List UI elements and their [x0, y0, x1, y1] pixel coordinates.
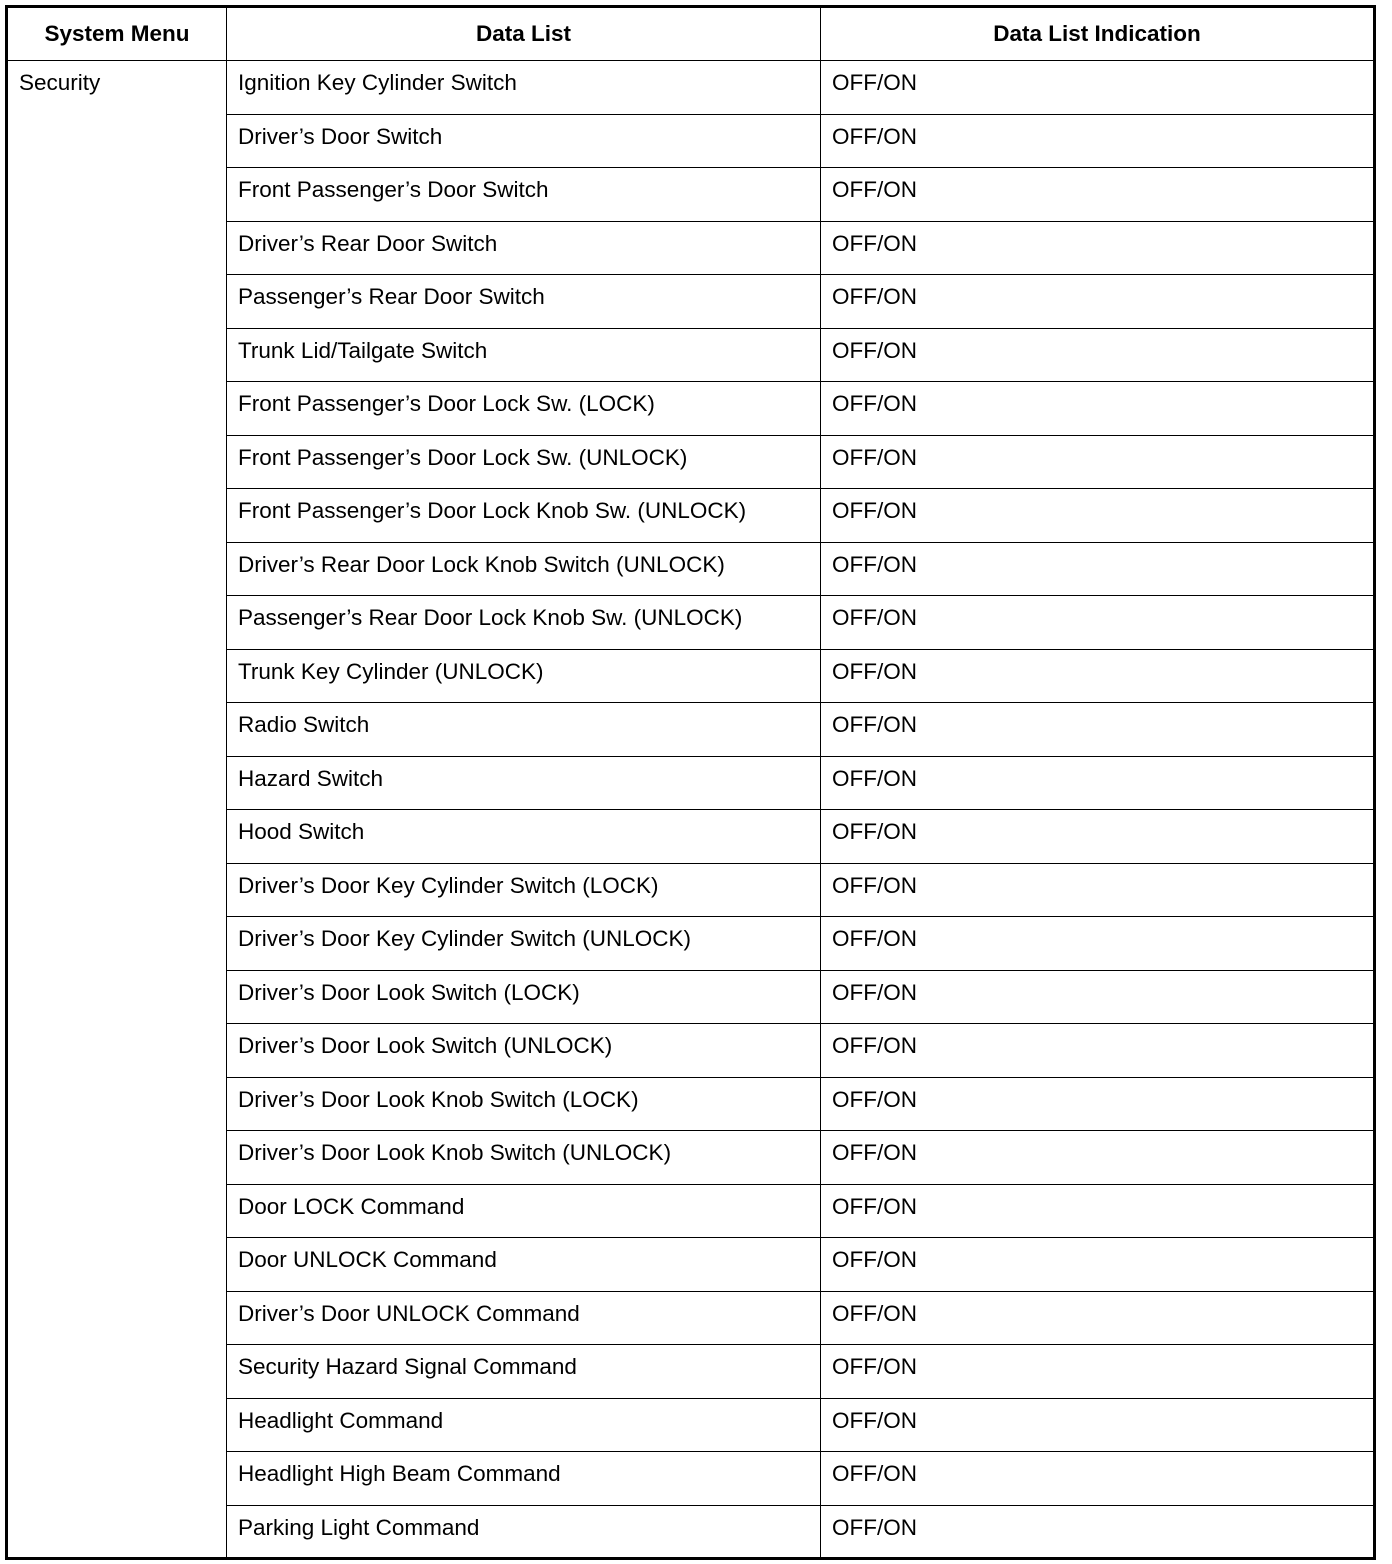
data-list-item: Front Passenger’s Door Lock Sw. (UNLOCK)	[227, 435, 821, 489]
data-list-indication: OFF/ON	[821, 275, 1375, 329]
table-body	[7, 61, 1375, 1559]
data-list-indication: OFF/ON	[821, 1505, 1375, 1559]
data-list-item: Door UNLOCK Command	[227, 1238, 821, 1292]
data-list-item: Trunk Lid/Tailgate Switch	[227, 328, 821, 382]
data-list-item: Driver’s Door Look Knob Switch (LOCK)	[227, 1077, 821, 1131]
data-list-indication: OFF/ON	[821, 1184, 1375, 1238]
data-list-item: Hazard Switch	[227, 756, 821, 810]
data-list-item: Passenger’s Rear Door Switch	[227, 275, 821, 329]
data-list-item: Passenger’s Rear Door Lock Knob Sw. (UNLOCK)	[227, 596, 821, 650]
header-data-list-indication: Data List Indication	[821, 7, 1375, 61]
data-list-indication: OFF/ON	[821, 596, 1375, 650]
data-list-indication: OFF/ON	[821, 649, 1375, 703]
data-list-item: Driver’s Door Look Knob Switch (UNLOCK)	[227, 1131, 821, 1185]
data-list-item: Front Passenger’s Door Switch	[227, 168, 821, 222]
data-list-item: Headlight High Beam Command	[227, 1452, 821, 1506]
table-header	[7, 7, 1375, 61]
data-list-indication: OFF/ON	[821, 756, 1375, 810]
data-list-indication: OFF/ON	[821, 1024, 1375, 1078]
data-list-indication: OFF/ON	[821, 1238, 1375, 1292]
data-list-indication: OFF/ON	[821, 168, 1375, 222]
data-list-item: Door LOCK Command	[227, 1184, 821, 1238]
data-list-item: Front Passenger’s Door Lock Sw. (LOCK)	[227, 382, 821, 436]
data-list-item: Hood Switch	[227, 810, 821, 864]
data-list-indication: OFF/ON	[821, 703, 1375, 757]
table-row	[7, 61, 1375, 115]
data-list-indication: OFF/ON	[821, 1398, 1375, 1452]
data-list-indication: OFF/ON	[821, 328, 1375, 382]
data-list-item: Driver’s Door Switch	[227, 114, 821, 168]
data-list-item: Ignition Key Cylinder Switch	[227, 61, 821, 115]
data-list-indication: OFF/ON	[821, 435, 1375, 489]
data-list-indication: OFF/ON	[821, 1077, 1375, 1131]
data-list-indication: OFF/ON	[821, 542, 1375, 596]
data-list-indication: OFF/ON	[821, 970, 1375, 1024]
data-list-indication: OFF/ON	[821, 382, 1375, 436]
data-list-indication: OFF/ON	[821, 1452, 1375, 1506]
data-list-indication: OFF/ON	[821, 61, 1375, 115]
data-list-item: Driver’s Door Look Switch (UNLOCK)	[227, 1024, 821, 1078]
data-list-indication: OFF/ON	[821, 1345, 1375, 1399]
data-list-item: Driver’s Door Key Cylinder Switch (LOCK)	[227, 863, 821, 917]
data-list-item: Headlight Command	[227, 1398, 821, 1452]
data-list-indication: OFF/ON	[821, 221, 1375, 275]
data-list-indication: OFF/ON	[821, 114, 1375, 168]
data-list-indication: OFF/ON	[821, 1131, 1375, 1185]
data-list-indication: OFF/ON	[821, 489, 1375, 543]
data-list-item: Security Hazard Signal Command	[227, 1345, 821, 1399]
header-row	[7, 7, 1375, 61]
data-list-indication: OFF/ON	[821, 917, 1375, 971]
data-list-item: Driver’s Door Look Switch (LOCK)	[227, 970, 821, 1024]
header-data-list: Data List	[227, 7, 821, 61]
data-list-item: Radio Switch	[227, 703, 821, 757]
data-list-item: Trunk Key Cylinder (UNLOCK)	[227, 649, 821, 703]
data-list-item: Driver’s Rear Door Lock Knob Switch (UNLOCK)	[227, 542, 821, 596]
system-menu-cell: Security	[7, 61, 227, 1559]
data-list-item: Driver’s Door Key Cylinder Switch (UNLOCK)	[227, 917, 821, 971]
data-list-table	[5, 5, 1376, 1560]
header-system-menu: System Menu	[7, 7, 227, 61]
data-list-item: Front Passenger’s Door Lock Knob Sw. (UNLOCK)	[227, 489, 821, 543]
data-list-item: Driver’s Door UNLOCK Command	[227, 1291, 821, 1345]
data-list-indication: OFF/ON	[821, 810, 1375, 864]
data-list-item: Parking Light Command	[227, 1505, 821, 1559]
data-list-indication: OFF/ON	[821, 1291, 1375, 1345]
data-list-indication: OFF/ON	[821, 863, 1375, 917]
data-list-item: Driver’s Rear Door Switch	[227, 221, 821, 275]
